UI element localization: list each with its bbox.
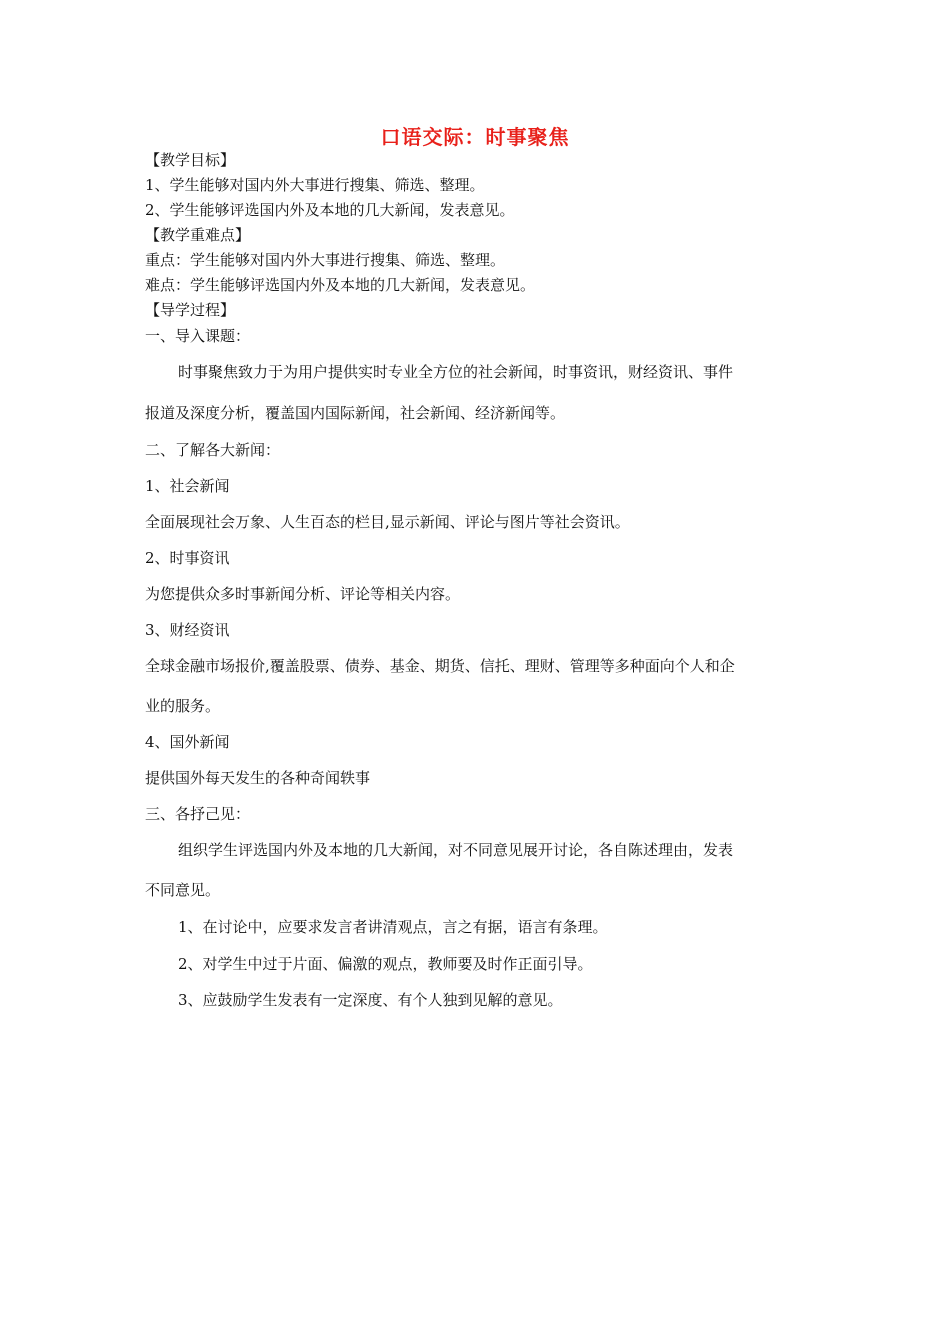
- news-category-4-desc: 提供国外每天发生的各种奇闻轶事: [145, 769, 371, 787]
- news-category-2-desc: 为您提供众多时事新闻分析、评论等相关内容。: [145, 585, 461, 603]
- news-category-4: 4、国外新闻: [145, 733, 230, 751]
- step-3-heading: 三、各抒己见：: [145, 805, 251, 823]
- key-point: 重点：学生能够对国内外大事进行搜集、筛选、整理。: [145, 251, 506, 269]
- discussion-rule-3: 3、应鼓励学生发表有一定深度、有个人独到见解的意见。: [178, 991, 563, 1009]
- intro-paragraph-line-1: 时事聚焦致力于为用户提供实时专业全方位的社会新闻，时事资讯，财经资讯、事件: [178, 363, 734, 381]
- news-category-3: 3、财经资讯: [145, 621, 230, 639]
- section-heading-objectives: 【教学目标】: [145, 151, 236, 169]
- discussion-rule-1: 1、在讨论中，应要求发言者讲清观点，言之有据，语言有条理。: [178, 918, 608, 936]
- document-title: 口语交际：时事聚焦: [380, 125, 570, 149]
- step-2-heading: 二、了解各大新闻：: [145, 441, 281, 459]
- step-1-heading: 一、导入课题：: [145, 327, 251, 345]
- section-heading-key-points: 【教学重难点】: [145, 226, 251, 244]
- news-category-1-desc: 全面展现社会万象、人生百态的栏目,显示新闻、评论与图片等社会资讯。: [145, 513, 630, 531]
- news-category-3-desc-line-1: 全球金融市场报价,覆盖股票、债券、基金、期货、信托、理财、管理等多种面向个人和企: [145, 657, 735, 675]
- section-heading-process: 【导学过程】: [145, 301, 236, 319]
- news-category-1: 1、社会新闻: [145, 477, 230, 495]
- news-category-3-desc-line-2: 业的服务。: [145, 697, 221, 715]
- objective-2: 2、学生能够评选国内外及本地的几大新闻，发表意见。: [145, 201, 515, 219]
- intro-paragraph-line-2: 报道及深度分析，覆盖国内国际新闻，社会新闻、经济新闻等。: [145, 404, 566, 422]
- discussion-rule-2: 2、对学生中过于片面、偏激的观点，教师要及时作正面引导。: [178, 955, 593, 973]
- objective-1: 1、学生能够对国内外大事进行搜集、筛选、整理。: [145, 176, 485, 194]
- news-category-2: 2、时事资讯: [145, 549, 230, 567]
- discussion-paragraph-line-1: 组织学生评选国内外及本地的几大新闻，对不同意见展开讨论，各自陈述理由，发表: [178, 841, 734, 859]
- difficult-point: 难点：学生能够评选国内外及本地的几大新闻，发表意见。: [145, 276, 536, 294]
- discussion-paragraph-line-2: 不同意见。: [145, 881, 221, 899]
